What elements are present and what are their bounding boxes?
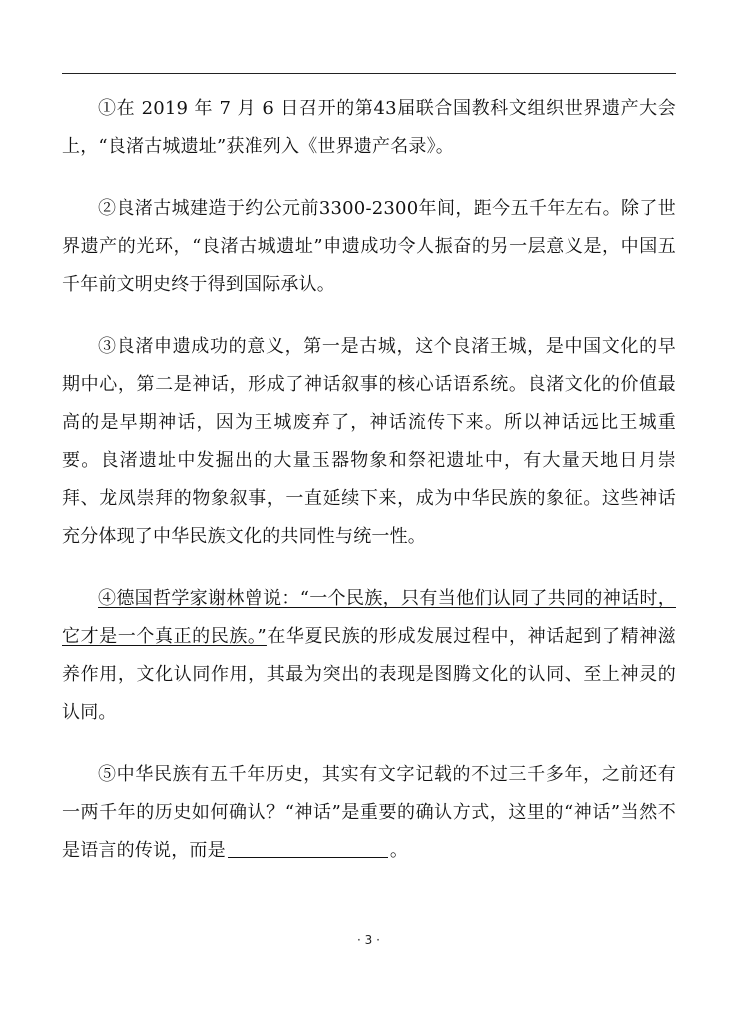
paragraph-4 xyxy=(62,580,676,732)
paragraph-5-end: 。 xyxy=(389,840,409,861)
paragraph-4-quote-underlined: ④德国哲学家谢林曾说：“一个民族，只有当他们认同了共同的神话时，它才是一个真正的民族。” xyxy=(62,588,676,647)
page-number: · 3 · xyxy=(357,933,380,947)
paragraph-2 xyxy=(62,190,676,304)
document-body xyxy=(62,90,676,894)
fill-in-blank[interactable] xyxy=(228,839,388,858)
paragraph-4-text: 在华夏民族的形成发展过程中，神话起到了精神滋养作用，文化认同作用，其最为突出的表现是图腾文化的认同、至上神灵的认同。 xyxy=(62,626,676,723)
paragraph-5 xyxy=(62,756,676,870)
header-rule xyxy=(62,73,676,74)
paragraph-5-text: ⑤中华民族有五千年历史，其实有文字记载的不过三千多年，之前还有一两千年的历史如何确认？“神话”是重要的确认方式，这里的“神话”当然不是语言的传说，而是 xyxy=(62,764,676,861)
paragraph-1-text: ①在 2019 年 7 月 6 日召开的第43届联合国教科文组织世界遗产大会上，“良渚古城遗址”获准列入《世界遗产名录》。 xyxy=(62,98,676,157)
paragraph-3 xyxy=(62,328,676,556)
paragraph-2-text: ②良渚古城建造于约公元前3300-2300年间，距今五千年左右。除了世界遗产的光环，“良渚古城遗址”申遗成功令人振奋的另一层意义是，中国五千年前文明史终于得到国际承认。 xyxy=(62,198,676,295)
paragraph-1 xyxy=(62,90,676,166)
paragraph-3-text: ③良渚申遗成功的意义，第一是古城，这个良渚王城，是中国文化的早期中心，第二是神话，形成了神话叙事的核心话语系统。良渚文化的价值最高的是早期神话，因为王城废弃了，神话流传下来。所以神话远比王城重要。良渚遗址中发掘出的大量玉器物象和祭祀遗址中，有大量天地日月崇拜、龙凤崇拜的物象叙事，一直延续下来，成为中华民族的象征。这些神话充分体现了中华民族文化的共同性与统一性。 xyxy=(62,336,676,547)
